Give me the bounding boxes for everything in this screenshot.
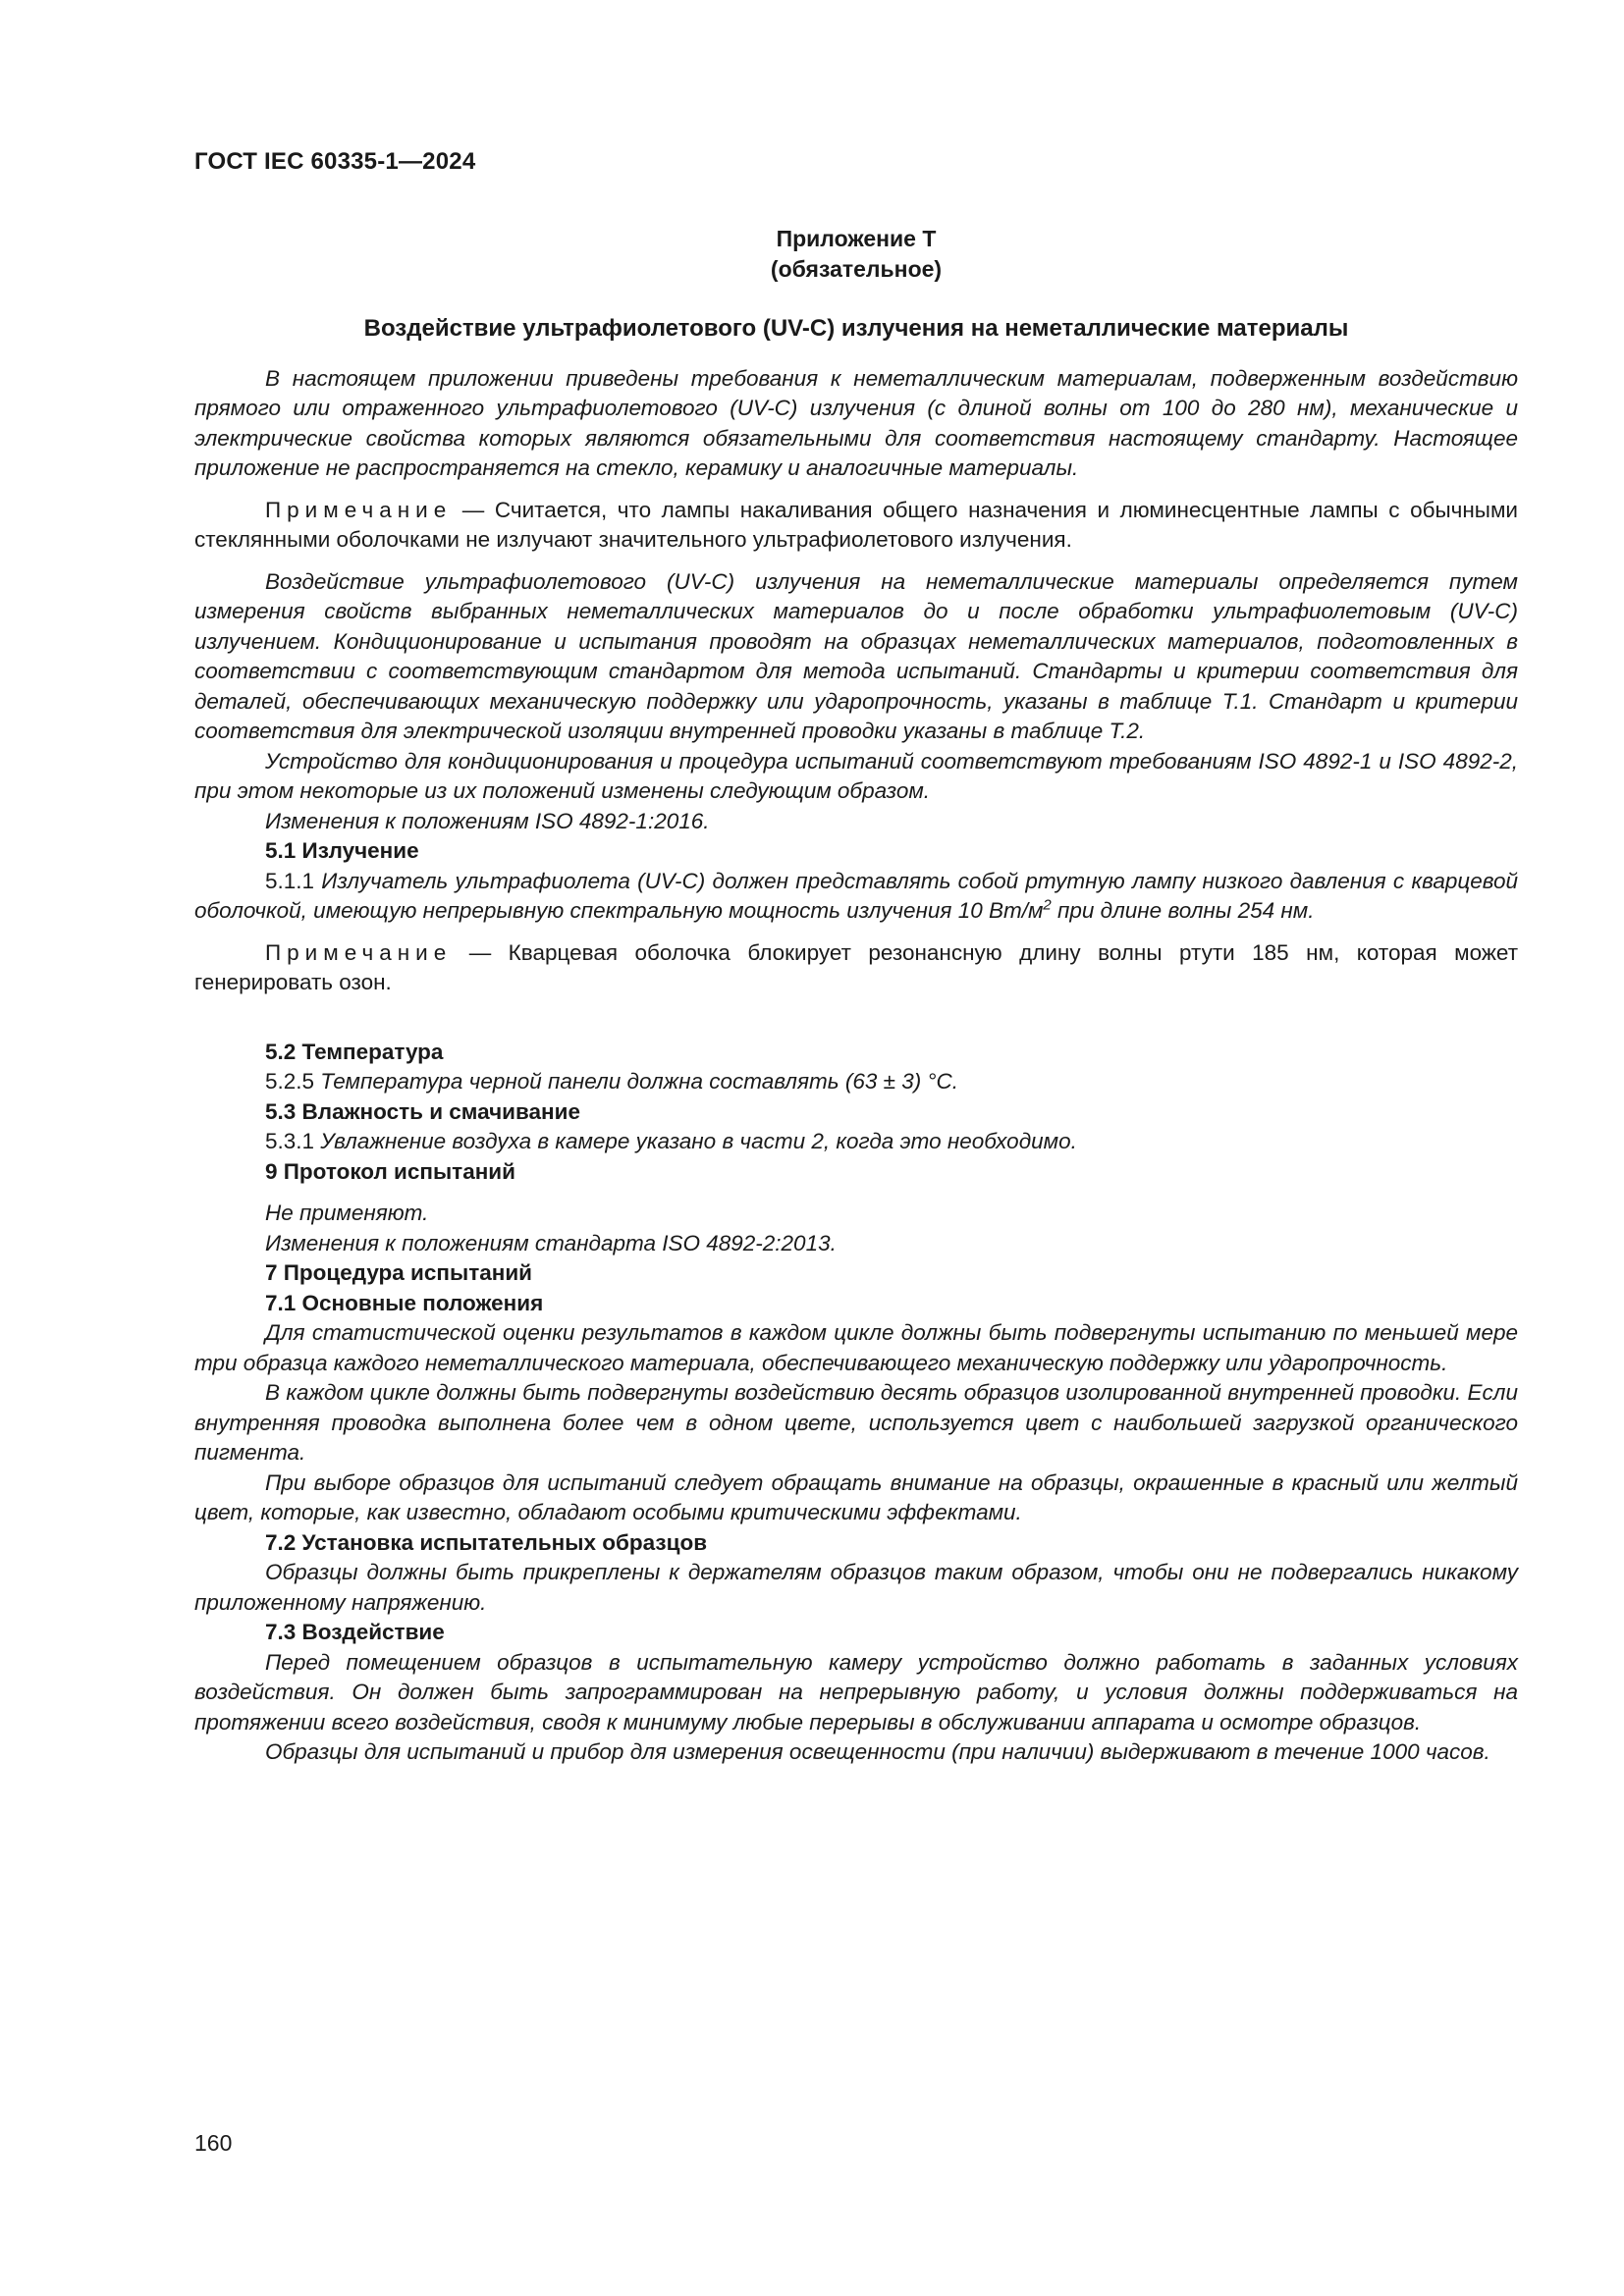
document-code: ГОСТ IEC 60335-1—2024 xyxy=(194,148,476,175)
page-number: 160 xyxy=(194,2130,233,2156)
heading-5-2: 5.2 Температура xyxy=(265,1039,444,1064)
heading-5-3: 5.3 Влажность и смачивание xyxy=(265,1098,580,1124)
heading-7-1: 7.1 Основные положения xyxy=(265,1290,544,1315)
heading-9: 9 Протокол испытаний xyxy=(265,1158,515,1184)
annex-status: (обязательное) xyxy=(770,256,943,282)
heading-5-1: 5.1 Излучение xyxy=(265,838,419,863)
note-1-text: — Считается, что лампы накаливания общего назначения и люминесцентные лампы с обычными стеклянными оболочками не излучают значительного ультрафиолетового излучения. xyxy=(194,497,1518,552)
annex-heading: Воздействие ультрафиолетового (UV-C) излучения на неметаллические материалы xyxy=(363,315,1349,342)
clause-5-1-1 xyxy=(194,867,1518,927)
clause-5-2-5-text: Температура черной панели должна составлять (63 ± 3) °С. xyxy=(314,1069,958,1094)
note-1-label: Примечание xyxy=(265,497,453,522)
clause-7-3-a: Перед помещением образцов в испытательную камеру устройство должно работать в заданных условиях воздействия. Он должен быть запрограммирован на непрерывную работу, и условия должны поддерживаться на протяжении всего воздействия, сводя к минимуму любые перерывы в обслуживании аппарата и осмотре образцов. xyxy=(194,1649,1518,1735)
clause-5-3-1-text: Увлажнение воздуха в камере указано в части 2, когда это необходимо. xyxy=(314,1129,1077,1153)
clause-7-1-b: В каждом цикле должны быть подвергнуты воздействию десять образцов изолированной внутренней проводки. Если внутренняя проводка выполнена более чем в одном цвете, используется цвет с наибольшей загрузкой органического пигмента. xyxy=(194,1380,1518,1465)
page-content xyxy=(194,224,1518,1768)
clause-7-1-a: Для статистической оценки результатов в каждом цикле должны быть подвергнуты испытанию по меньшей мере три образца каждого неметаллического материала, обеспечивающего механическую поддержку или ударопрочность. xyxy=(194,1320,1518,1375)
clause-5-3-1-number: 5.3.1 xyxy=(265,1129,315,1153)
annex-title: Приложение T xyxy=(776,226,937,251)
clause-7-2: Образцы должны быть прикреплены к держателям образцов таким образом, чтобы они не подвергались никакому приложенному напряжению. xyxy=(194,1560,1518,1615)
clause-5-1-1-text-b: при длине волны 254 нм. xyxy=(1051,898,1315,923)
clause-5-1-1-text-a: Излучатель ультрафиолета (UV-C) должен представлять собой ртутную лампу низкого давления с кварцевой оболочкой, имеющую непрерывную спектральную мощность излучения 10 Вт/м xyxy=(194,868,1518,923)
clause-5-1-1-number: 5.1.1 xyxy=(265,868,315,893)
clause-9-text: Не применяют. xyxy=(265,1201,429,1225)
clause-7-3-b: Образцы для испытаний и прибор для измерения освещенности (при наличии) выдерживают в течение 1000 часов. xyxy=(265,1739,1490,1764)
clause-5-2-5 xyxy=(194,1067,1518,1097)
clause-7-1-c: При выборе образцов для испытаний следует обращать внимание на образцы, окрашенные в красный или желтый цвет, которые, как известно, обладают особыми критическими эффектами. xyxy=(194,1469,1518,1524)
changes-4892-2: Изменения к положениям стандарта ISO 4892-2:2013. xyxy=(265,1230,837,1255)
intro-paragraph: В настоящем приложении приведены требования к неметаллическим материалам, подверженным воздействию прямого или отраженного ультрафиолетового (UV-C) излучения (с длиной волны от 100 до 280 нм), механические и электрические свойства которых являются обязательными для соответствия настоящему стандарту. Настоящее приложение не распространяется на стекло, керамику и аналогичные материалы. xyxy=(194,365,1518,480)
heading-7: 7 Процедура испытаний xyxy=(265,1260,532,1285)
heading-7-3: 7.3 Воздействие xyxy=(265,1620,445,1644)
note-2-text: — Кварцевая оболочка блокирует резонансную длину волны ртути 185 нм, которая может генерировать озон. xyxy=(194,939,1518,994)
clause-5-1-1-superscript: 2 xyxy=(1043,896,1052,914)
method-paragraph: Воздействие ультрафиолетового (UV-C) излучения на неметаллические материалы определяется путем измерения свойств выбранных неметаллических материалов до и после обработки ультрафиолетовым (UV-C) излучением. Кондиционирование и испытания проводят на образцах неметаллических материалов, подготовленных в соответствии с соответствующим стандартом для метода испытаний. Стандарты и критерии соответствия для деталей, обеспечивающих механическую поддержку или ударопрочность, указаны в таблице T.1. Стандарт и критерии соответствия для электрической изоляции внутренней проводки указаны в таблице T.2. xyxy=(194,568,1518,743)
clause-5-3-1 xyxy=(194,1127,1518,1157)
device-paragraph: Устройство для кондиционирования и процедура испытаний соответствуют требованиям ISO 4892-1 и ISO 4892-2, при этом некоторые из их положений изменены следующим образом. xyxy=(194,748,1518,803)
clause-5-2-5-number: 5.2.5 xyxy=(265,1069,315,1094)
note-2 xyxy=(194,938,1518,998)
note-1 xyxy=(194,496,1518,556)
changes-4892-1: Изменения к положениям ISO 4892-1:2016. xyxy=(265,808,710,833)
heading-7-2: 7.2 Установка испытательных образцов xyxy=(265,1529,708,1555)
note-2-label: Примечание xyxy=(265,939,453,965)
